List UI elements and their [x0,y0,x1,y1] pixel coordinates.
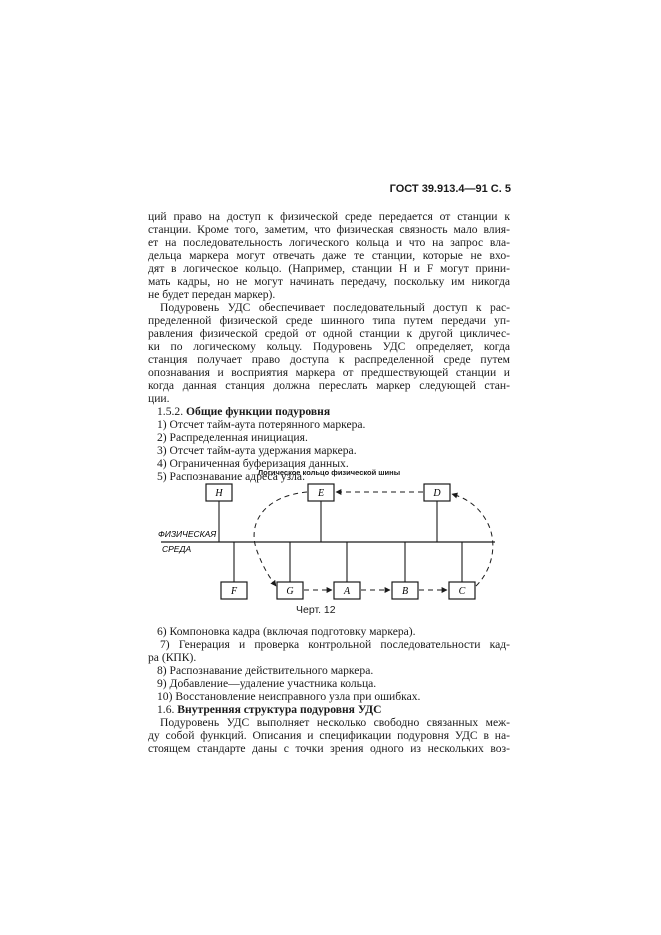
text-line: ду собой функций. Описания и спецификации подуровня УДС в на- [148,729,510,742]
list-item: 8) Распознавание действительного маркера. [157,664,374,677]
station-g [277,542,303,599]
list-item: 4) Ограниченная буферизация данных. [157,457,349,470]
text-line: ки по логическому кольцу. Подуровень УДС определяет, когда [148,340,510,353]
section-number: 1.5.2. [157,405,184,418]
text-line: когда данная станция должна переслать маркер следующей стан- [148,379,510,392]
station-label: H [215,488,223,499]
station-label: C [458,586,466,597]
station-label: F [230,586,238,597]
station-e [308,484,334,542]
text-line: станция получает право доступа к распределенной среде путем [148,353,510,366]
section-heading-1-6 [157,704,382,717]
list-item: 5) Распознавание адреса узла. [157,470,305,483]
station-a [334,542,360,599]
list-item: 3) Отсчет тайм-аута удержания маркера. [157,444,357,457]
text-line: равления физической средой от одной станции к другой цикличес- [148,327,510,340]
medium-label-1: ФИЗИЧЕСКАЯ [158,529,217,539]
figure-title: Логическое кольцо физической шины [257,468,401,477]
medium-label-2: СРЕДА [162,544,192,554]
list-item: 2) Распределенная инициация. [157,431,308,444]
text-line: мать кадры, но не могут начинать передачу, поскольку им никогда [148,275,510,288]
text-line: ции. [148,392,170,405]
list-item: 1) Отсчет тайм-аута потерянного маркера. [157,418,366,431]
text-line: ций право на доступ к физической среде передается от станции к [148,210,510,223]
station-d [424,484,450,542]
list-item: 10) Восстановление неисправного узла при ошибках. [157,690,421,703]
text-line: стоящем стандарте даны с точки зрения одного из нескольких воз- [148,742,510,755]
list-item: ра (КПК). [148,651,197,664]
station-f [221,542,247,599]
text-line: дельца маркера могут отвечать даже те станции, которые не вхо- [148,249,510,262]
text-line: пределенной физической среде шинного типа путем передачи уп- [148,314,510,327]
list-item: 7) Генерация и проверка контрольной последовательности кад- [160,638,510,651]
station-label: B [401,586,409,597]
list-item: 9) Добавление—удаление участника кольца. [157,677,377,690]
figure-caption: Черт. 12 [296,604,336,616]
page-header: ГОСТ 39.913.4—91 С. 5 [389,183,511,195]
text-line: опознавания и восприятия маркера от предшествующей станции и [148,366,510,379]
station-c [449,542,475,599]
station-b [392,542,418,599]
text-line: Подуровень УДС обеспечивает последовательный доступ к рас- [160,301,510,314]
text-line: Подуровень УДС выполняет несколько свободно связанных меж- [160,716,510,729]
section-title: Внутренняя структура подуровня УДС [177,703,382,716]
text-line: дят в логическое кольцо. (Например, станции Н и F могут прини- [148,262,510,275]
station-label: E [317,488,325,499]
text-line: станции. Кроме того, заметим, что физическая связность мало влия- [148,223,510,236]
text-line: ет на последовательность логического кольца и что на запрос вла- [148,236,510,249]
section-number: 1.6. [157,703,175,716]
section-title: Общие функции подуровня [186,405,331,418]
list-item: 6) Компоновка кадра (включая подготовку маркера). [157,625,416,638]
station-label: A [343,586,351,597]
station-label: D [433,488,441,499]
text-line: не будет передан маркер). [148,288,276,301]
station-label: G [286,586,294,597]
